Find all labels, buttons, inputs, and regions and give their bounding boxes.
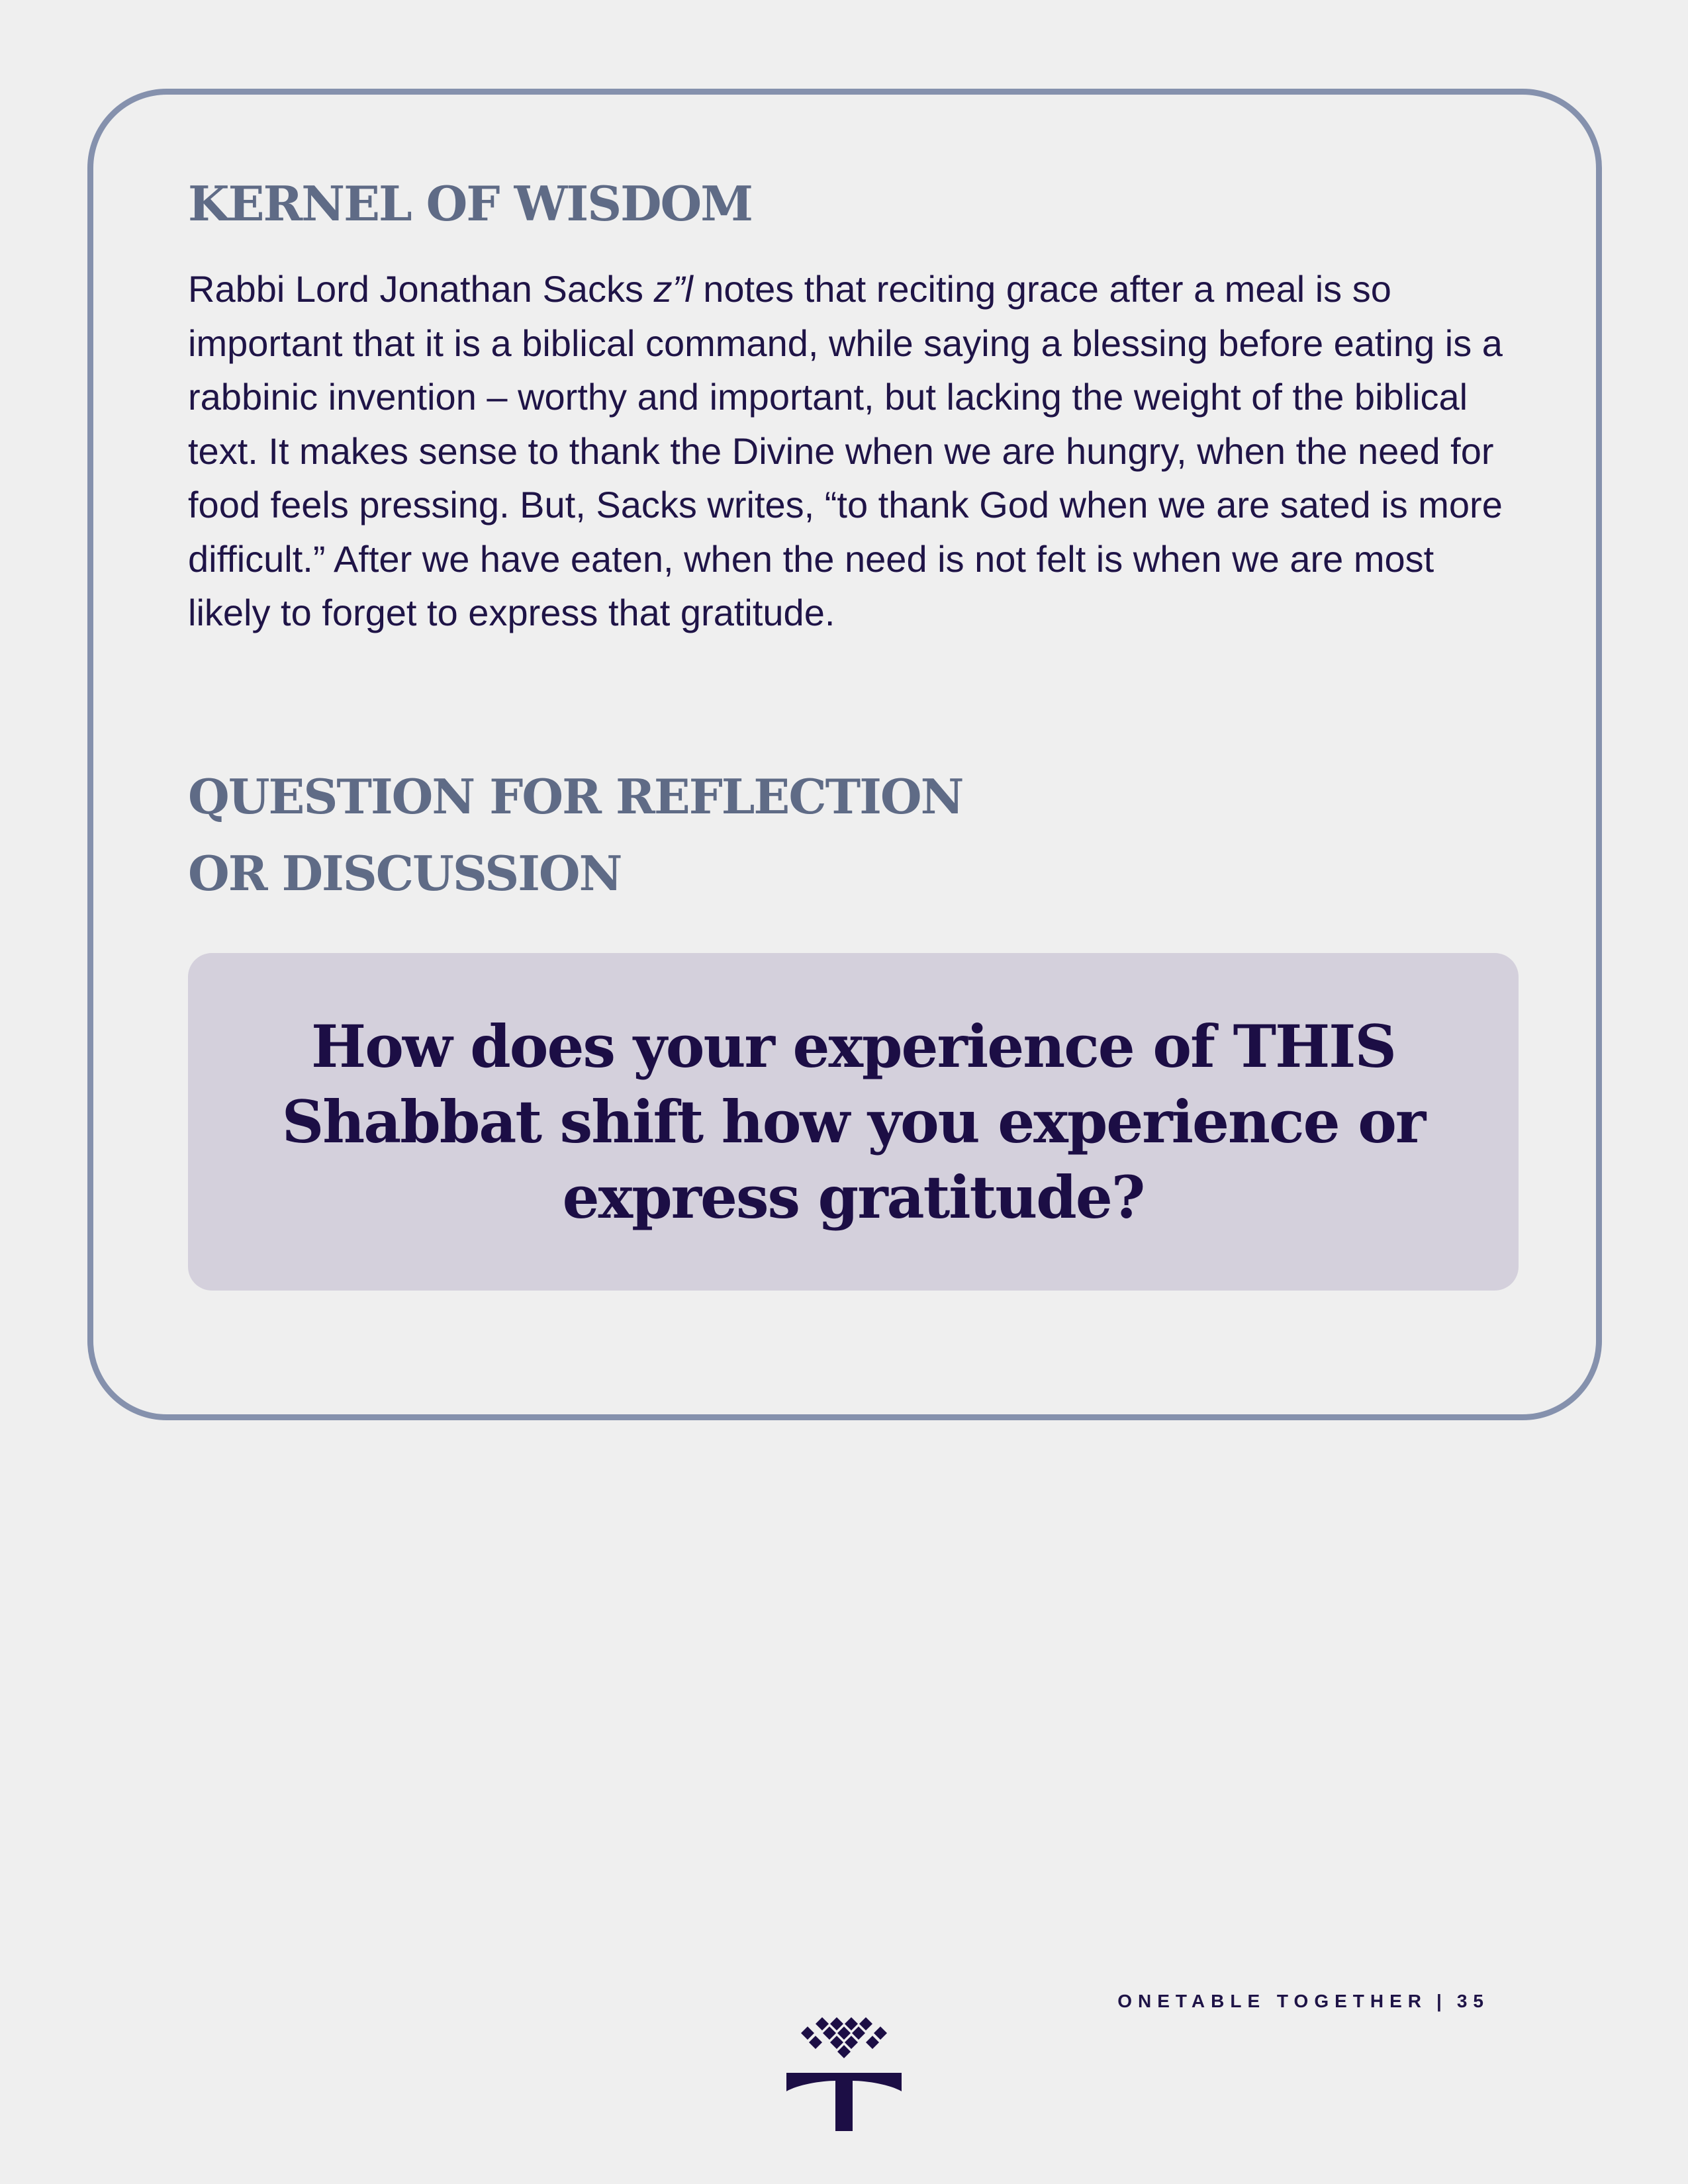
- kernel-heading: KERNEL OF WISDOM: [188, 175, 752, 232]
- footer-brand: ONETABLE TOGETHER: [1117, 1991, 1427, 2011]
- question-heading-line2: OR DISCUSSION: [188, 845, 622, 901]
- question-heading: [188, 758, 962, 912]
- kernel-body: [188, 262, 1519, 640]
- kernel-body-rest: notes that reciting grace after a meal is so important that it is a biblical command, while saying a blessing before eating is a rabbinic invention – worthy and important, but lacking the weight of the biblical text. It makes sense to thank the Divine when we are hungry, when the need for food feels pressing. But, Sacks writes, “to thank God when we are sated is more difficult.” After we have eaten, when the need is not felt is when we are most likely to forget to express that gratitude.: [188, 268, 1503, 633]
- page-footer: [1117, 1991, 1489, 2012]
- kernel-body-italic: z”l: [653, 268, 693, 310]
- page-number: 35: [1456, 1991, 1489, 2011]
- kernel-body-start: Rabbi Lord Jonathan Sacks: [188, 268, 654, 310]
- question-prompt: How does your experience of THIS Shabbat shift how you experience or express gratitude?: [281, 1012, 1425, 1232]
- onetable-tree-logo-icon: [781, 2012, 914, 2138]
- question-heading-line1: QUESTION FOR REFLECTION: [188, 768, 963, 825]
- question-box: [188, 953, 1519, 1291]
- footer-separator: |: [1436, 1991, 1448, 2011]
